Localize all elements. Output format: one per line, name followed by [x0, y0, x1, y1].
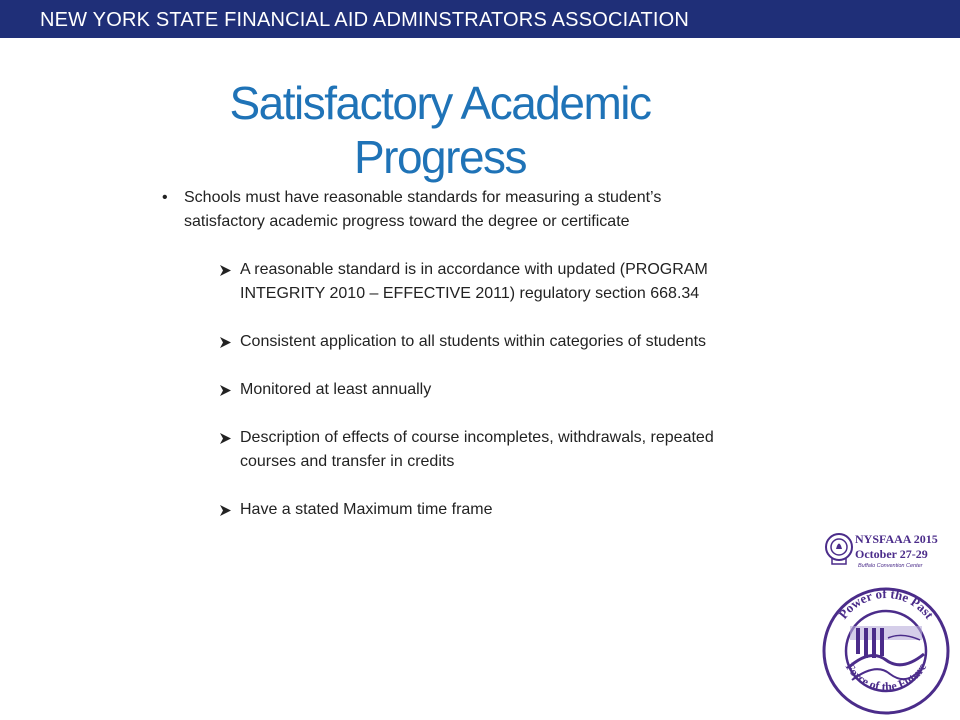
sub-bullet-list — [184, 258, 742, 522]
slide-title — [160, 76, 720, 184]
sub-bullet-item — [220, 378, 742, 402]
arrow-bullet-icon — [220, 505, 231, 516]
arrow-bullet-icon — [220, 265, 231, 276]
slide-title-line2: Progress — [353, 131, 527, 183]
logo-venue-text: Buffalo Convention Center — [858, 563, 923, 569]
sub-bullet-item — [220, 498, 742, 522]
sub-bullet-item — [220, 330, 742, 354]
sub-bullet-text: A reasonable standard is in accordance with updated (PROGRAM INTEGRITY 2010 – EFFECTIVE 2011) regulatory section 668.34 — [240, 261, 708, 302]
logo-arc-top-text: Power of the Past — [835, 585, 937, 622]
logo-year-text: NYSFAAA 2015 — [855, 532, 938, 546]
bullet-list — [162, 186, 742, 546]
sub-bullet-text: Consistent application to all students within categories of students — [240, 333, 707, 350]
logo-dates-text: October 27-29 — [855, 547, 928, 561]
bullet-text: Schools must have reasonable standards for measuring a student’s satisfactory academic progress toward the degree or certificate — [184, 189, 662, 230]
sub-bullet-text: Monitored at least annually — [240, 381, 432, 398]
sub-bullet-item — [220, 258, 742, 306]
header-bar — [0, 0, 960, 38]
bullet-item — [162, 186, 742, 522]
arrow-bullet-icon — [220, 337, 231, 348]
sub-bullet-text: Description of effects of course incompletes, withdrawals, repeated courses and transfer in credits — [240, 429, 714, 470]
arrow-bullet-icon — [220, 433, 231, 444]
nysfaaa-conference-logo — [822, 528, 950, 716]
header-title: NEW YORK STATE FINANCIAL AID ADMINSTRATORS ASSOCIATION — [40, 9, 690, 31]
arrow-bullet-icon — [220, 385, 231, 396]
slide-title-line1: Satisfactory Academic — [229, 77, 651, 129]
sub-bullet-text: Have a stated Maximum time frame — [240, 501, 493, 518]
sub-bullet-item — [220, 426, 742, 474]
logo-arc-bottom-text: Force of the Future — [842, 660, 930, 694]
bullet-dot-icon: • — [162, 189, 168, 206]
